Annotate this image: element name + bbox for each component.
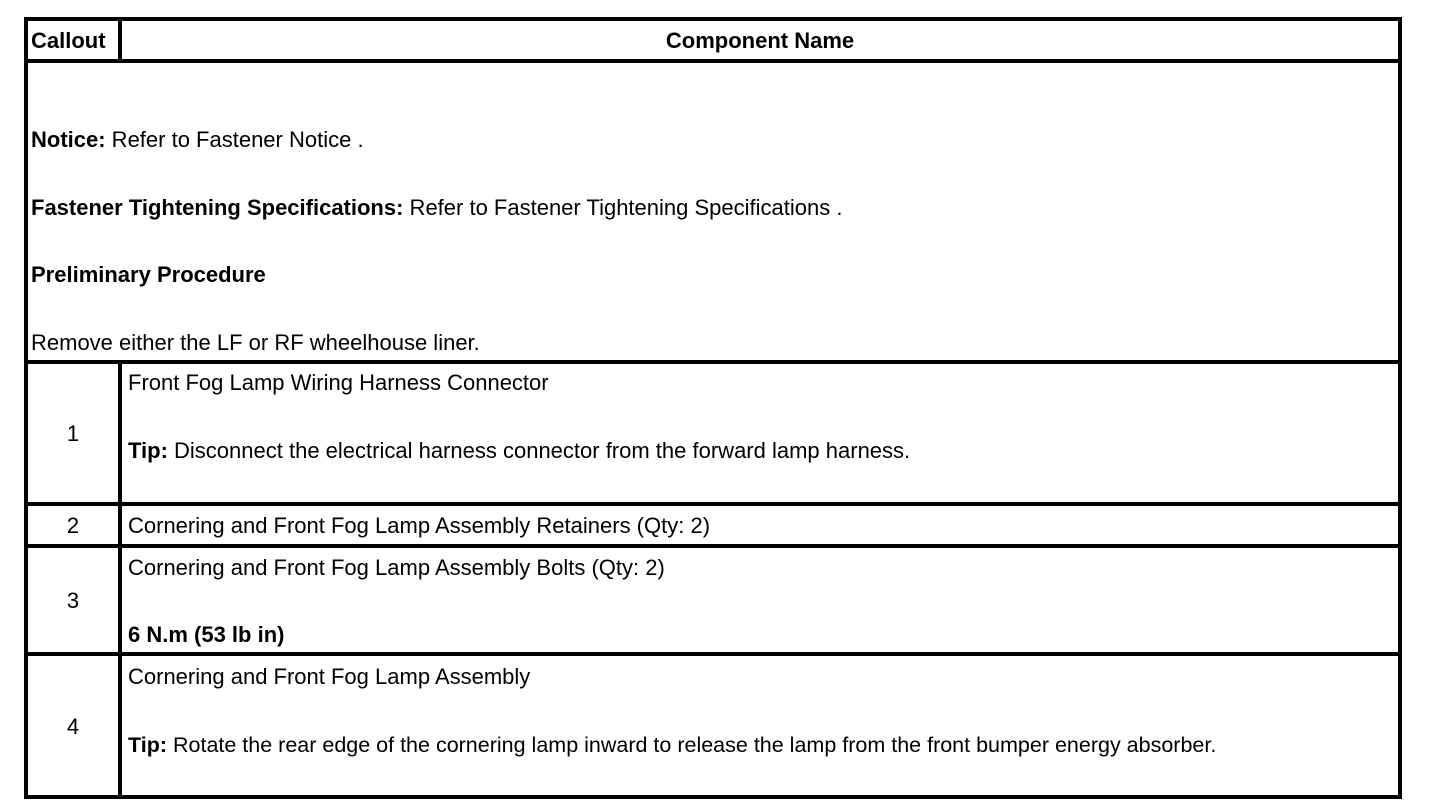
spec-text: Refer to Fastener Tightening Specifications . [403,195,843,220]
row-divider [118,502,122,548]
tip-text: Disconnect the electrical harness connector from the forward lamp harness. [167,438,911,463]
callout-number: 4 [66,714,80,739]
notice-label: Notice: [31,127,106,152]
component-name-column-header: Component Name [665,28,855,53]
callout-number: 3 [66,588,80,613]
component-name: Cornering and Front Fog Lamp Assembly Retainers (Qty: 2) [128,513,711,538]
tip-line [128,438,910,464]
preliminary-procedure-heading: Preliminary Procedure [31,262,266,287]
notice-text: Refer to Fastener Notice . [105,127,364,152]
spec-line [31,195,842,221]
callout-number: 1 [66,421,80,446]
torque-spec: 6 N.m (53 lb in) [128,622,285,647]
callout-column-header: Callout [31,28,106,53]
spec-label: Fastener Tightening Specifications: [31,195,404,220]
row-divider [118,360,122,506]
tip-label: Tip: [128,733,168,757]
tip-line [128,732,1216,758]
component-name: Front Fog Lamp Wiring Harness Connector [128,370,549,395]
component-name: Cornering and Front Fog Lamp Assembly Bolts (Qty: 2) [128,555,665,580]
component-table [24,17,1402,799]
row-divider [118,652,122,799]
callout-number: 2 [66,513,80,538]
notice-line [31,127,364,153]
preliminary-step: Remove either the LF or RF wheelhouse liner. [31,330,480,355]
tip-label: Tip: [128,438,168,463]
component-name: Cornering and Front Fog Lamp Assembly [128,664,531,689]
tip-text: Rotate the rear edge of the cornering lamp inward to release the lamp from the front bumper energy absorber. [167,733,1217,757]
row-divider [118,544,122,656]
